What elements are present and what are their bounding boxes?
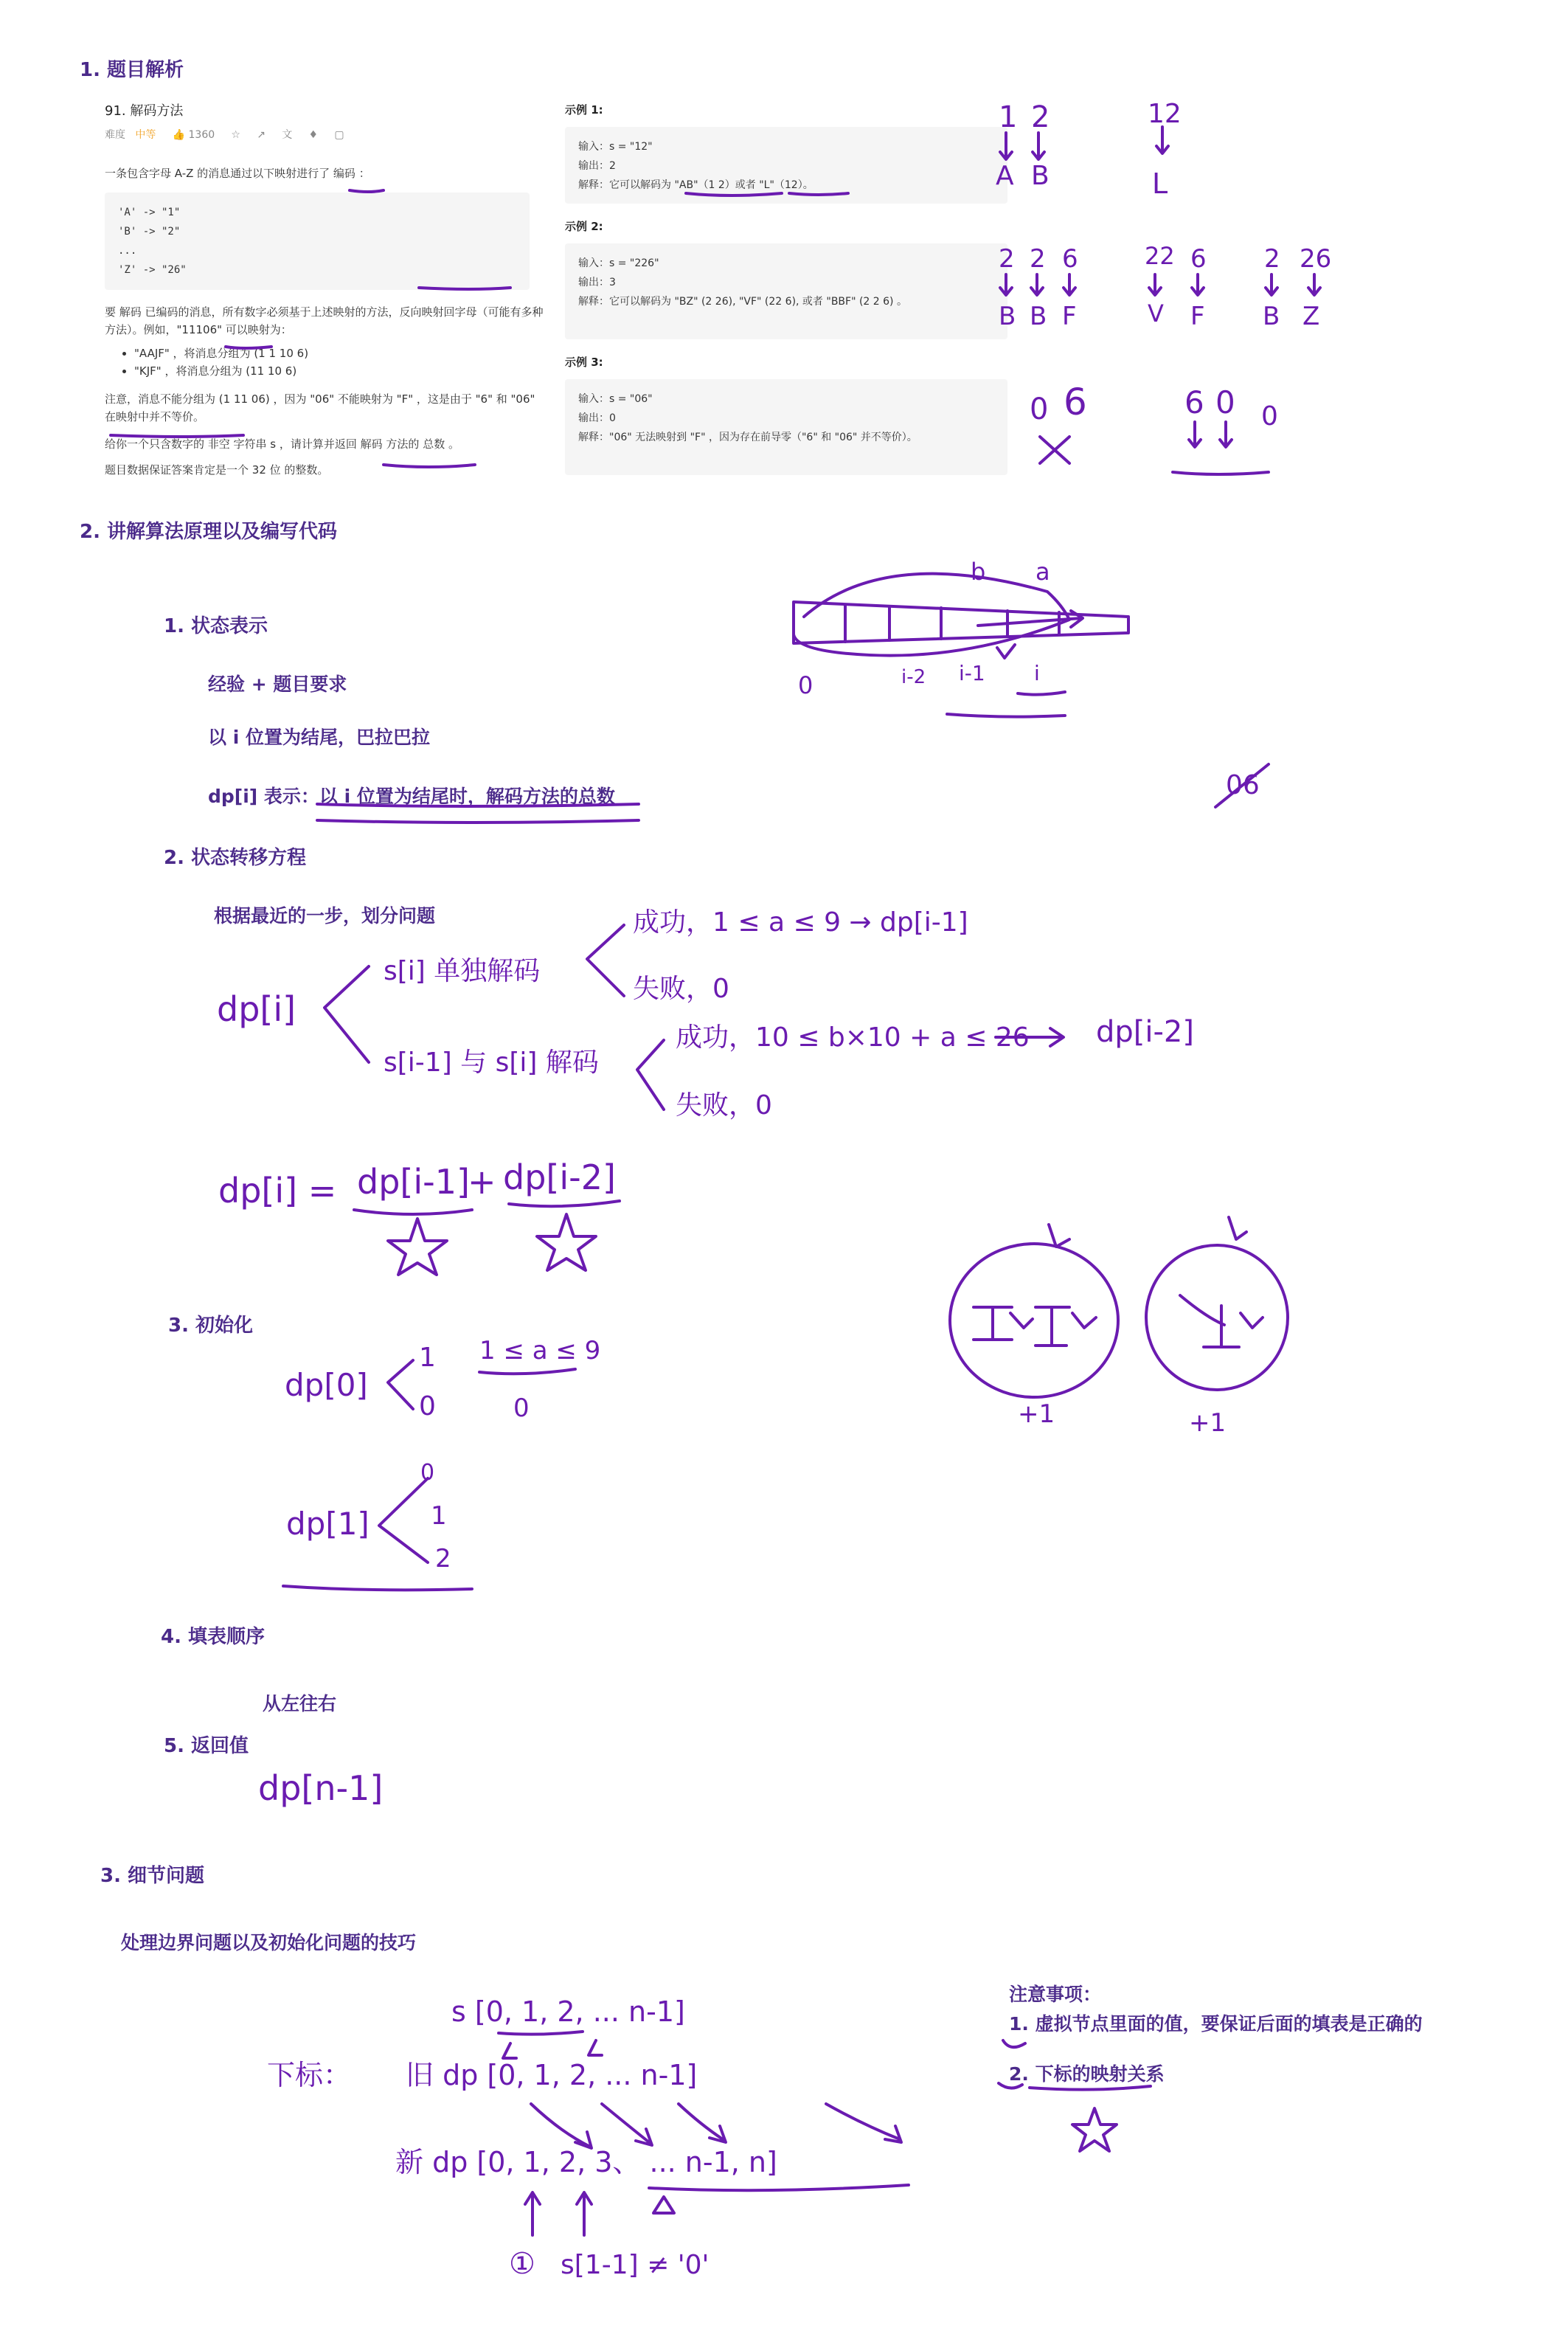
notes-title: 注意事项： — [1009, 1984, 1102, 2005]
hw-sketch-stroke — [1035, 1307, 1069, 1346]
array-overlay-curve — [794, 574, 1069, 656]
hw-ex2-top: 2 — [1264, 244, 1280, 274]
hw-ex2-top: 6 — [1190, 244, 1207, 274]
problem-desc-3: 注意，消息不能分组为 (1 11 06) ，因为 "06" 不能映射为 "F" ，这是由于 "6" 和 "06" 在映射中并不等价。 — [105, 392, 535, 423]
hw-arr-label: i — [1034, 661, 1040, 685]
hw-eq-left: dp[i] = — [218, 1171, 337, 1211]
underline-stroke — [1018, 692, 1065, 695]
comment-icon[interactable]: ▢ — [334, 129, 344, 141]
hw-idx-label: 下标： — [267, 2059, 352, 2091]
cross-mark-icon — [1040, 437, 1069, 463]
hw-map-arrow — [826, 2104, 901, 2142]
dp-definition: dp[i] 表示：以 i 位置为结尾时，解码方法的总数 — [208, 786, 615, 807]
step-return-value: 5. 返回值 — [164, 1735, 249, 1757]
star-icon — [537, 1214, 596, 1270]
hw-dp0-cond: 0 — [513, 1393, 530, 1423]
hw-b1-fail: 失败，0 — [633, 974, 729, 1004]
like-count: 1360 — [188, 129, 215, 141]
underline-stroke — [283, 1586, 472, 1590]
problem-desc-1: 一条包含字母 A-Z 的消息通过以下映射进行了 编码 ： — [105, 167, 370, 180]
hw-ex1-bottom: A — [996, 161, 1014, 191]
section-title-analysis: 1. 题目解析 — [80, 59, 184, 81]
example-3-box — [565, 379, 1007, 475]
hw-map-arrow — [602, 2104, 652, 2145]
circle-sketch — [1146, 1245, 1288, 1390]
down-arrow-icon — [1266, 274, 1277, 295]
hw-s-row: s [0, 1, 2, ... n-1] — [451, 1995, 685, 2028]
hw-ex1-bottom: B — [1031, 161, 1050, 191]
problem-panel — [105, 100, 547, 477]
down-arrow-icon — [1149, 274, 1161, 295]
example-input: 输入：s = "06" — [578, 393, 653, 405]
triangle-mark-icon — [653, 2197, 674, 2213]
hw-dp1-val: 0 — [420, 1460, 435, 1486]
hw-eq-b: dp[i-2] — [503, 1157, 616, 1197]
hw-ex2-bottom: B — [1263, 302, 1280, 331]
note-1: 1. 虚拟节点里面的值，要保证后面的填表是正确的 — [1009, 2013, 1423, 2035]
list-item: • "AAJF" ，将消息分组为 (1 1 10 6) — [134, 344, 547, 362]
hw-sketch-stroke — [1241, 1313, 1263, 1328]
hw-ex2-bottom: Z — [1302, 302, 1320, 331]
example-explain: 解释："06" 无法映射到 "F" ，因为存在前导零（"6" 和 "06" 并不等价）。 — [578, 432, 917, 443]
star-icon — [388, 1219, 447, 1275]
check-mark-icon — [997, 645, 1015, 658]
hw-dp-i: dp[i] — [217, 989, 296, 1029]
branch-bracket — [388, 1360, 413, 1409]
hw-sketch-stroke — [1072, 1313, 1096, 1328]
note-2: 2. 下标的映射关系 — [1009, 2063, 1165, 2085]
hw-b2-arrow: dp[i-2] — [1096, 1015, 1194, 1049]
problem-desc-5: 题目数据保证答案肯定是一个 32 位 的整数。 — [105, 463, 329, 477]
hw-new-dp: 新 dp [0, 1, 2, 3、 ... n-1, n] — [395, 2146, 777, 2178]
example-1-label: 示例 1: — [565, 103, 603, 117]
up-arrow-icon — [525, 2192, 540, 2235]
mapping-code-block — [105, 193, 530, 290]
hw-eq-a: dp[i-1] — [357, 1162, 470, 1202]
example-input: 输入：s = "226" — [578, 257, 659, 269]
down-arrow-icon — [1220, 422, 1232, 447]
check-mark-icon — [1003, 2040, 1025, 2047]
hw-dp0-val: 0 — [419, 1391, 436, 1422]
hw-arr-label: i-2 — [901, 666, 926, 688]
hw-dp1-val: 1 — [431, 1501, 447, 1531]
hw-ex3: 0 — [1261, 401, 1278, 432]
hw-arr-label: 0 — [798, 671, 814, 699]
hw-ex1-top: 2 — [1031, 100, 1050, 134]
down-arrow-icon — [1033, 133, 1044, 159]
hw-b2-ok: 成功，10 ≤ b×10 + a ≤ 26 — [676, 1022, 1030, 1053]
circle-sketch — [950, 1244, 1118, 1397]
branch-bracket — [637, 1040, 664, 1109]
hw-dp1: dp[1] — [286, 1506, 370, 1542]
hw-ex1-top: 1 — [999, 100, 1018, 134]
branch-bracket — [325, 966, 369, 1062]
hw-ex1-bottom: L — [1152, 167, 1168, 200]
down-arrow-icon — [1192, 274, 1204, 295]
underline-stroke — [1030, 2086, 1151, 2090]
hw-ex2-top: 22 — [1145, 242, 1175, 270]
hw-arr-label: b — [971, 558, 986, 586]
hw-s-cond: s[1-1] ≠ '0' — [561, 2250, 710, 2280]
down-arrow-icon — [1156, 127, 1168, 153]
hw-dp0-cond: 1 ≤ a ≤ 9 — [479, 1336, 601, 1365]
step-transfer-equation: 2. 状态转移方程 — [164, 847, 307, 869]
mapping-line: 'B' -> "2" — [118, 226, 181, 238]
branch-bracket — [587, 925, 624, 996]
translate-icon[interactable]: 文 — [282, 129, 293, 141]
hw-ex3: 0 — [1030, 392, 1049, 426]
hw-06: 06 — [1226, 770, 1260, 800]
underline-stroke — [479, 1369, 575, 1374]
hw-dp0-val: 1 — [419, 1343, 436, 1373]
difficulty-label: 难度 — [105, 129, 125, 141]
problem-title: 91. 解码方法 — [105, 103, 184, 119]
list-item: • "KJF" ，将消息分组为 (11 10 6) — [134, 362, 547, 380]
example-output: 输出：0 — [578, 412, 616, 424]
down-arrow-icon — [503, 2043, 516, 2058]
hw-ex2-top: 2 — [999, 244, 1015, 274]
hw-ret-val: dp[n-1] — [258, 1768, 384, 1808]
hw-circle-one: ① — [509, 2247, 535, 2281]
section-title-algorithm: 2. 讲解算法原理以及编写代码 — [80, 521, 338, 543]
example-input: 输入：s = "12" — [578, 141, 653, 153]
hw-dp0: dp[0] — [285, 1367, 368, 1403]
hw-branch-2: s[i-1] 与 s[i] 解码 — [384, 1048, 599, 1078]
hw-map-arrow — [531, 2104, 592, 2148]
underline-stroke — [1173, 472, 1269, 474]
problem-desc-4: 给你一个只含数字的 非空 字符串 s ，请计算并返回 解码 方法的 总数 。 — [105, 437, 459, 451]
hw-ex1-top: 12 — [1148, 99, 1182, 129]
up-arrow-icon — [577, 2192, 592, 2235]
end-at-i-text: 以 i 位置为结尾，巴拉巴拉 — [208, 727, 430, 748]
detail-subtitle: 处理边界问题以及初始化问题的技巧 — [121, 1932, 417, 1953]
problem-desc-2: 要 解码 已编码的消息，所有数字必须基于上述映射的方法，反向映射回字母（可能有多种方法）。例如，"11106" 可以映射为： — [105, 305, 544, 336]
star-icon — [1072, 2108, 1117, 2151]
hw-ex3: 0 — [1215, 384, 1235, 420]
hw-ex2-bottom: F — [1190, 302, 1205, 331]
hw-old-dp: 旧 dp [0, 1, 2, ... n-1] — [406, 2059, 698, 2091]
hw-ex2-bottom: B — [1030, 302, 1047, 331]
mapping-line: ... — [118, 245, 137, 257]
down-arrow-icon — [589, 2040, 602, 2055]
hw-ex2-bottom: F — [1062, 302, 1077, 331]
hw-dp1-val: 2 — [435, 1544, 451, 1573]
example-2-label: 示例 2: — [565, 220, 603, 233]
down-arrow-icon — [1308, 274, 1320, 295]
down-arrow-icon — [1189, 422, 1201, 447]
step-fill-order: 4. 填表顺序 — [161, 1626, 266, 1648]
branch-bracket — [379, 1478, 428, 1562]
star-icon[interactable]: ☆ — [231, 129, 240, 141]
hw-ex2-top: 2 — [1030, 244, 1046, 274]
hw-ex3: 6 — [1184, 384, 1204, 420]
underline-stroke — [509, 1201, 620, 1206]
split-problem-text: 根据最近的一步，划分问题 — [214, 905, 436, 927]
underline-stroke — [499, 2032, 583, 2035]
hw-ex2-bottom: V — [1148, 299, 1164, 328]
hw-ex2-top: 6 — [1062, 244, 1078, 274]
hw-ex3: 6 — [1064, 381, 1087, 423]
example-2-box — [565, 243, 1007, 339]
underline-stroke — [317, 820, 639, 823]
hw-eq-plus: + — [468, 1162, 496, 1202]
section-title-details: 3. 细节问题 — [100, 1865, 205, 1887]
underline-stroke — [649, 2185, 909, 2190]
hw-b1-ok: 成功，1 ≤ a ≤ 9 → dp[i-1] — [633, 907, 968, 938]
down-arrow-icon — [1049, 1225, 1069, 1247]
mapping-line: 'Z' -> "26" — [118, 264, 187, 276]
underline-stroke — [354, 1210, 472, 1214]
hw-map-arrow — [679, 2104, 726, 2142]
hw-branch-1: s[i] 单独解码 — [384, 956, 541, 986]
hw-b2-fail: 失败，0 — [676, 1090, 772, 1121]
underline-stroke — [947, 714, 1065, 717]
hw-plus1: +1 — [1018, 1399, 1055, 1429]
example-explain: 解释：它可以解码为 "AB"（1 2）或者 "L"（12）。 — [578, 179, 814, 191]
example-3-label: 示例 3: — [565, 356, 603, 369]
thumb-up-icon[interactable]: 👍 — [172, 129, 186, 141]
hw-sketch-stroke — [974, 1307, 1012, 1340]
example-1-box — [565, 127, 1007, 204]
down-arrow-icon — [1064, 274, 1075, 295]
step-state-representation: 1. 状态表示 — [164, 615, 268, 637]
experience-text: 经验 + 题目要求 — [208, 674, 347, 695]
example-output: 输出：3 — [578, 277, 616, 288]
array-outline — [794, 602, 1128, 643]
right-arrow-icon — [978, 611, 1083, 627]
hw-sketch-stroke — [1180, 1295, 1239, 1347]
mapping-line: 'A' -> "1" — [118, 207, 181, 218]
hw-arr-label: i-1 — [959, 661, 985, 685]
right-arrow-icon — [996, 1028, 1064, 1046]
step-initialization: 3. 初始化 — [168, 1315, 254, 1337]
hw-ex2-bottom: B — [999, 302, 1016, 331]
hw-sketch-stroke — [1010, 1313, 1033, 1328]
fill-order-value: 从左往右 — [263, 1693, 337, 1714]
share-icon[interactable]: ↗ — [257, 129, 266, 141]
example-explain: 解释：它可以解码为 "BZ" (2 26), "VF" (22 6), 或者 "BBF" (2 2 6) 。 — [578, 296, 907, 308]
down-arrow-icon — [1229, 1217, 1246, 1239]
hw-arr-label: a — [1035, 558, 1050, 586]
down-arrow-icon — [1031, 274, 1043, 295]
difficulty-badge: 中等 — [135, 129, 156, 141]
strike-stroke — [1215, 764, 1269, 807]
hw-ex2-top: 26 — [1300, 244, 1332, 274]
problem-meta — [105, 127, 547, 142]
hw-plus1: +1 — [1189, 1408, 1227, 1438]
bell-icon[interactable]: ♦ — [308, 129, 319, 141]
example-output: 输出：2 — [578, 160, 616, 172]
